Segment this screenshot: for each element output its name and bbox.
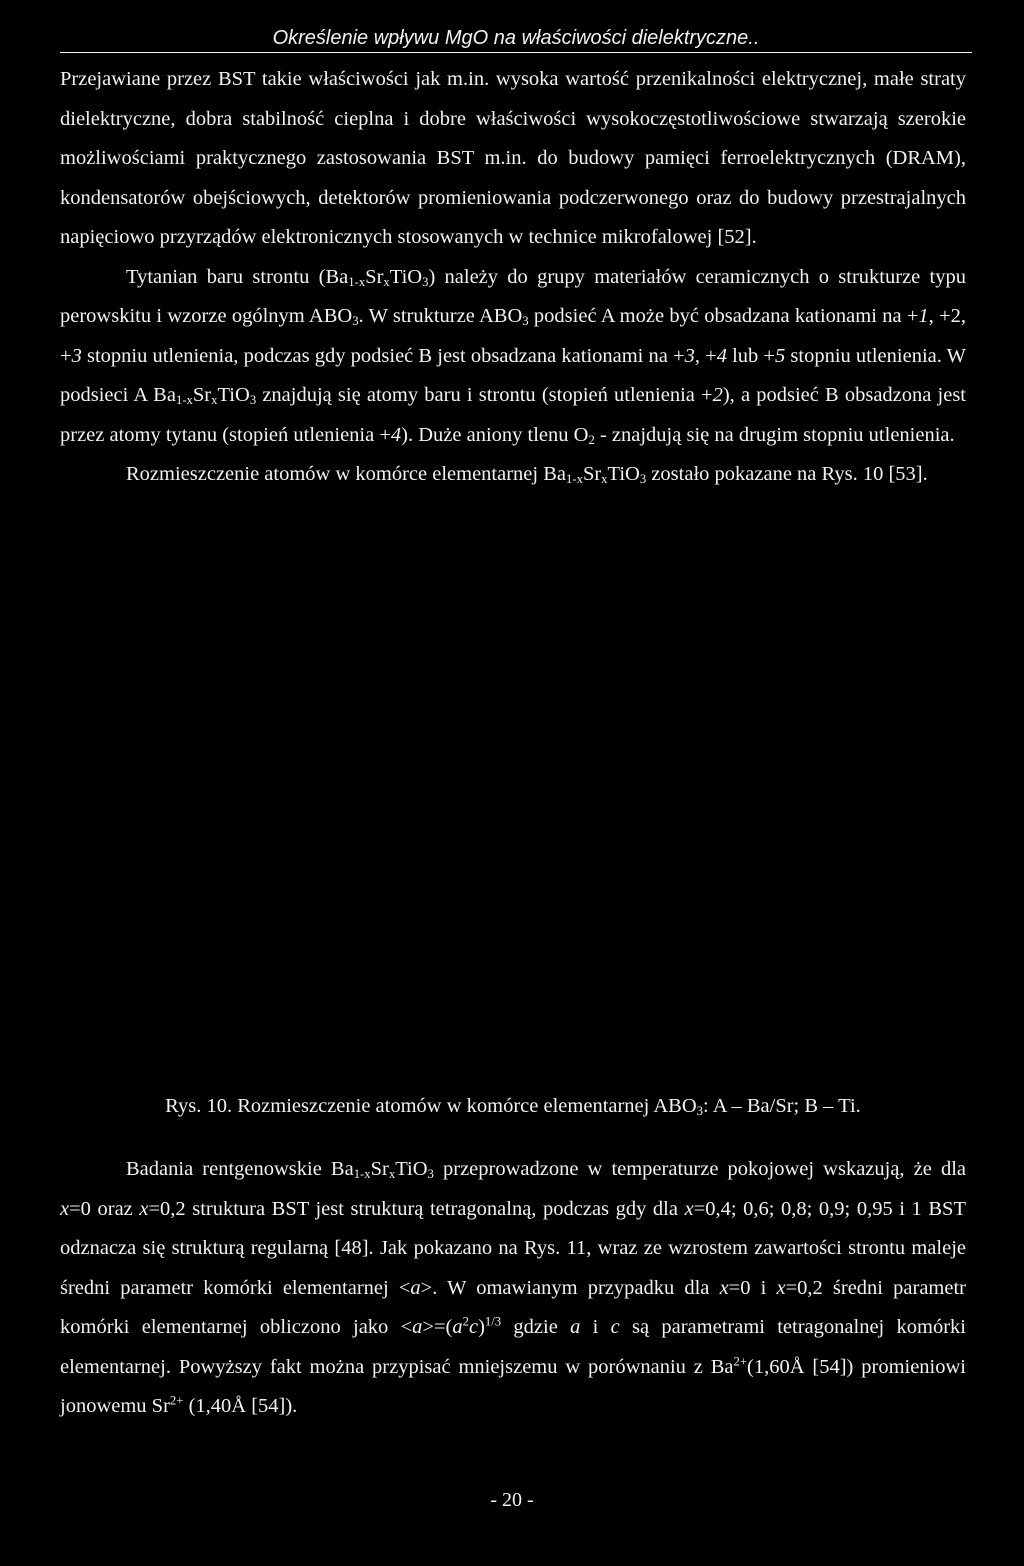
text-block-bottom [60, 1150, 966, 1427]
paragraph-figure-reference: Rozmieszczenie atomów w komórce elementarnej $Ba_{1-x}Sr_xTiO_3$ zostało pokazane na Rys. 10 [53]. [126, 463, 928, 487]
paragraph-bst-structure: Tytanian baru strontu $(Ba_{1-x}Sr_xTiO_3)$ należy do grupy materiałów ceramicznych o strukturze typu perowskitu i wzorze ogólnym $ABO_3$. W strukturze $ABO_3$ podsieć A może być obsadzana kationami na +1, +2, +3 stopniu utlenienia, podczas gdy podsieć B jest obsadzana kationami na +3, +4 lub +5 stopniu utlenienia. W podsieci A $Ba_{1-x}Sr_xTiO_3$ znajdują się atomy baru i strontu (stopień utlenienia +2), a podsieć B obsadzona jest przez atomy tytanu (stopień utlenienia +4). Duże aniony tlenu $O_2$ - znajdują się na drugim stopniu utlenienia. [60, 265, 967, 447]
page-number: - 20 - [490, 1489, 534, 1511]
text-block-top [60, 60, 966, 495]
paragraph-xray-results: Badania rentgenowskie $Ba_{1-x}Sr_xTiO_3$ przeprowadzone w temperaturze pokojowej wskazują, że dla x=0 oraz x=0,2 struktura BST jest strukturą tetragonalną, podczas gdy dla x=0,4; 0,6; 0,8; 0,9; 0,95 i 1 BST odznacza się strukturą regularną [48]. Jak pokazano na Rys. 11, wraz ze wzrostem zawartości strontu maleje średni parametr komórki elementarnej <a>. W omawianym przypadku dla x=0 i x=0,2 średni parametr komórki elementarnej obliczono jako $<a>=(a^2c)^{1/3}$ gdzie a i c są parametrami tetragonalnej komórki elementarnej. Powyższy fakt można przypisać mniejszemu w porównaniu z $Ba^{2+}(1,60Å$ [54]) promieniowi jonowemu $Sr^{2+}$ (1,40Å [54]). [60, 1158, 967, 1417]
paragraph-bst-properties: Przejawiane przez BST takie właściwości jak m.in. wysoka wartość przenikalności elektrycznej, małe straty dielektryczne, dobra stabilność cieplna i dobre właściwości wysokoczęstotliwościowe stwarzają szerokie możliwościami praktycznego zastosowania BST m.in. do budowy pamięci ferroelektrycznych (DRAM), kondensatorów obejściowych, detektorów promieniowania podczerwonego oraz do budowy przestrajalnych napięciowo przyrządów elektronicznych stosowanych w technice mikrofalowej [52]. [60, 68, 966, 248]
figure-caption: Rys. 10. Rozmieszczenie atomów w komórce elementarnej $ABO_3$: A – Ba/Sr; B – Ti. [165, 1095, 861, 1119]
figure-unit-cell [60, 620, 966, 1080]
running-header: Określenie wpływu MgO na właściwości dielektryczne.. [60, 26, 972, 53]
